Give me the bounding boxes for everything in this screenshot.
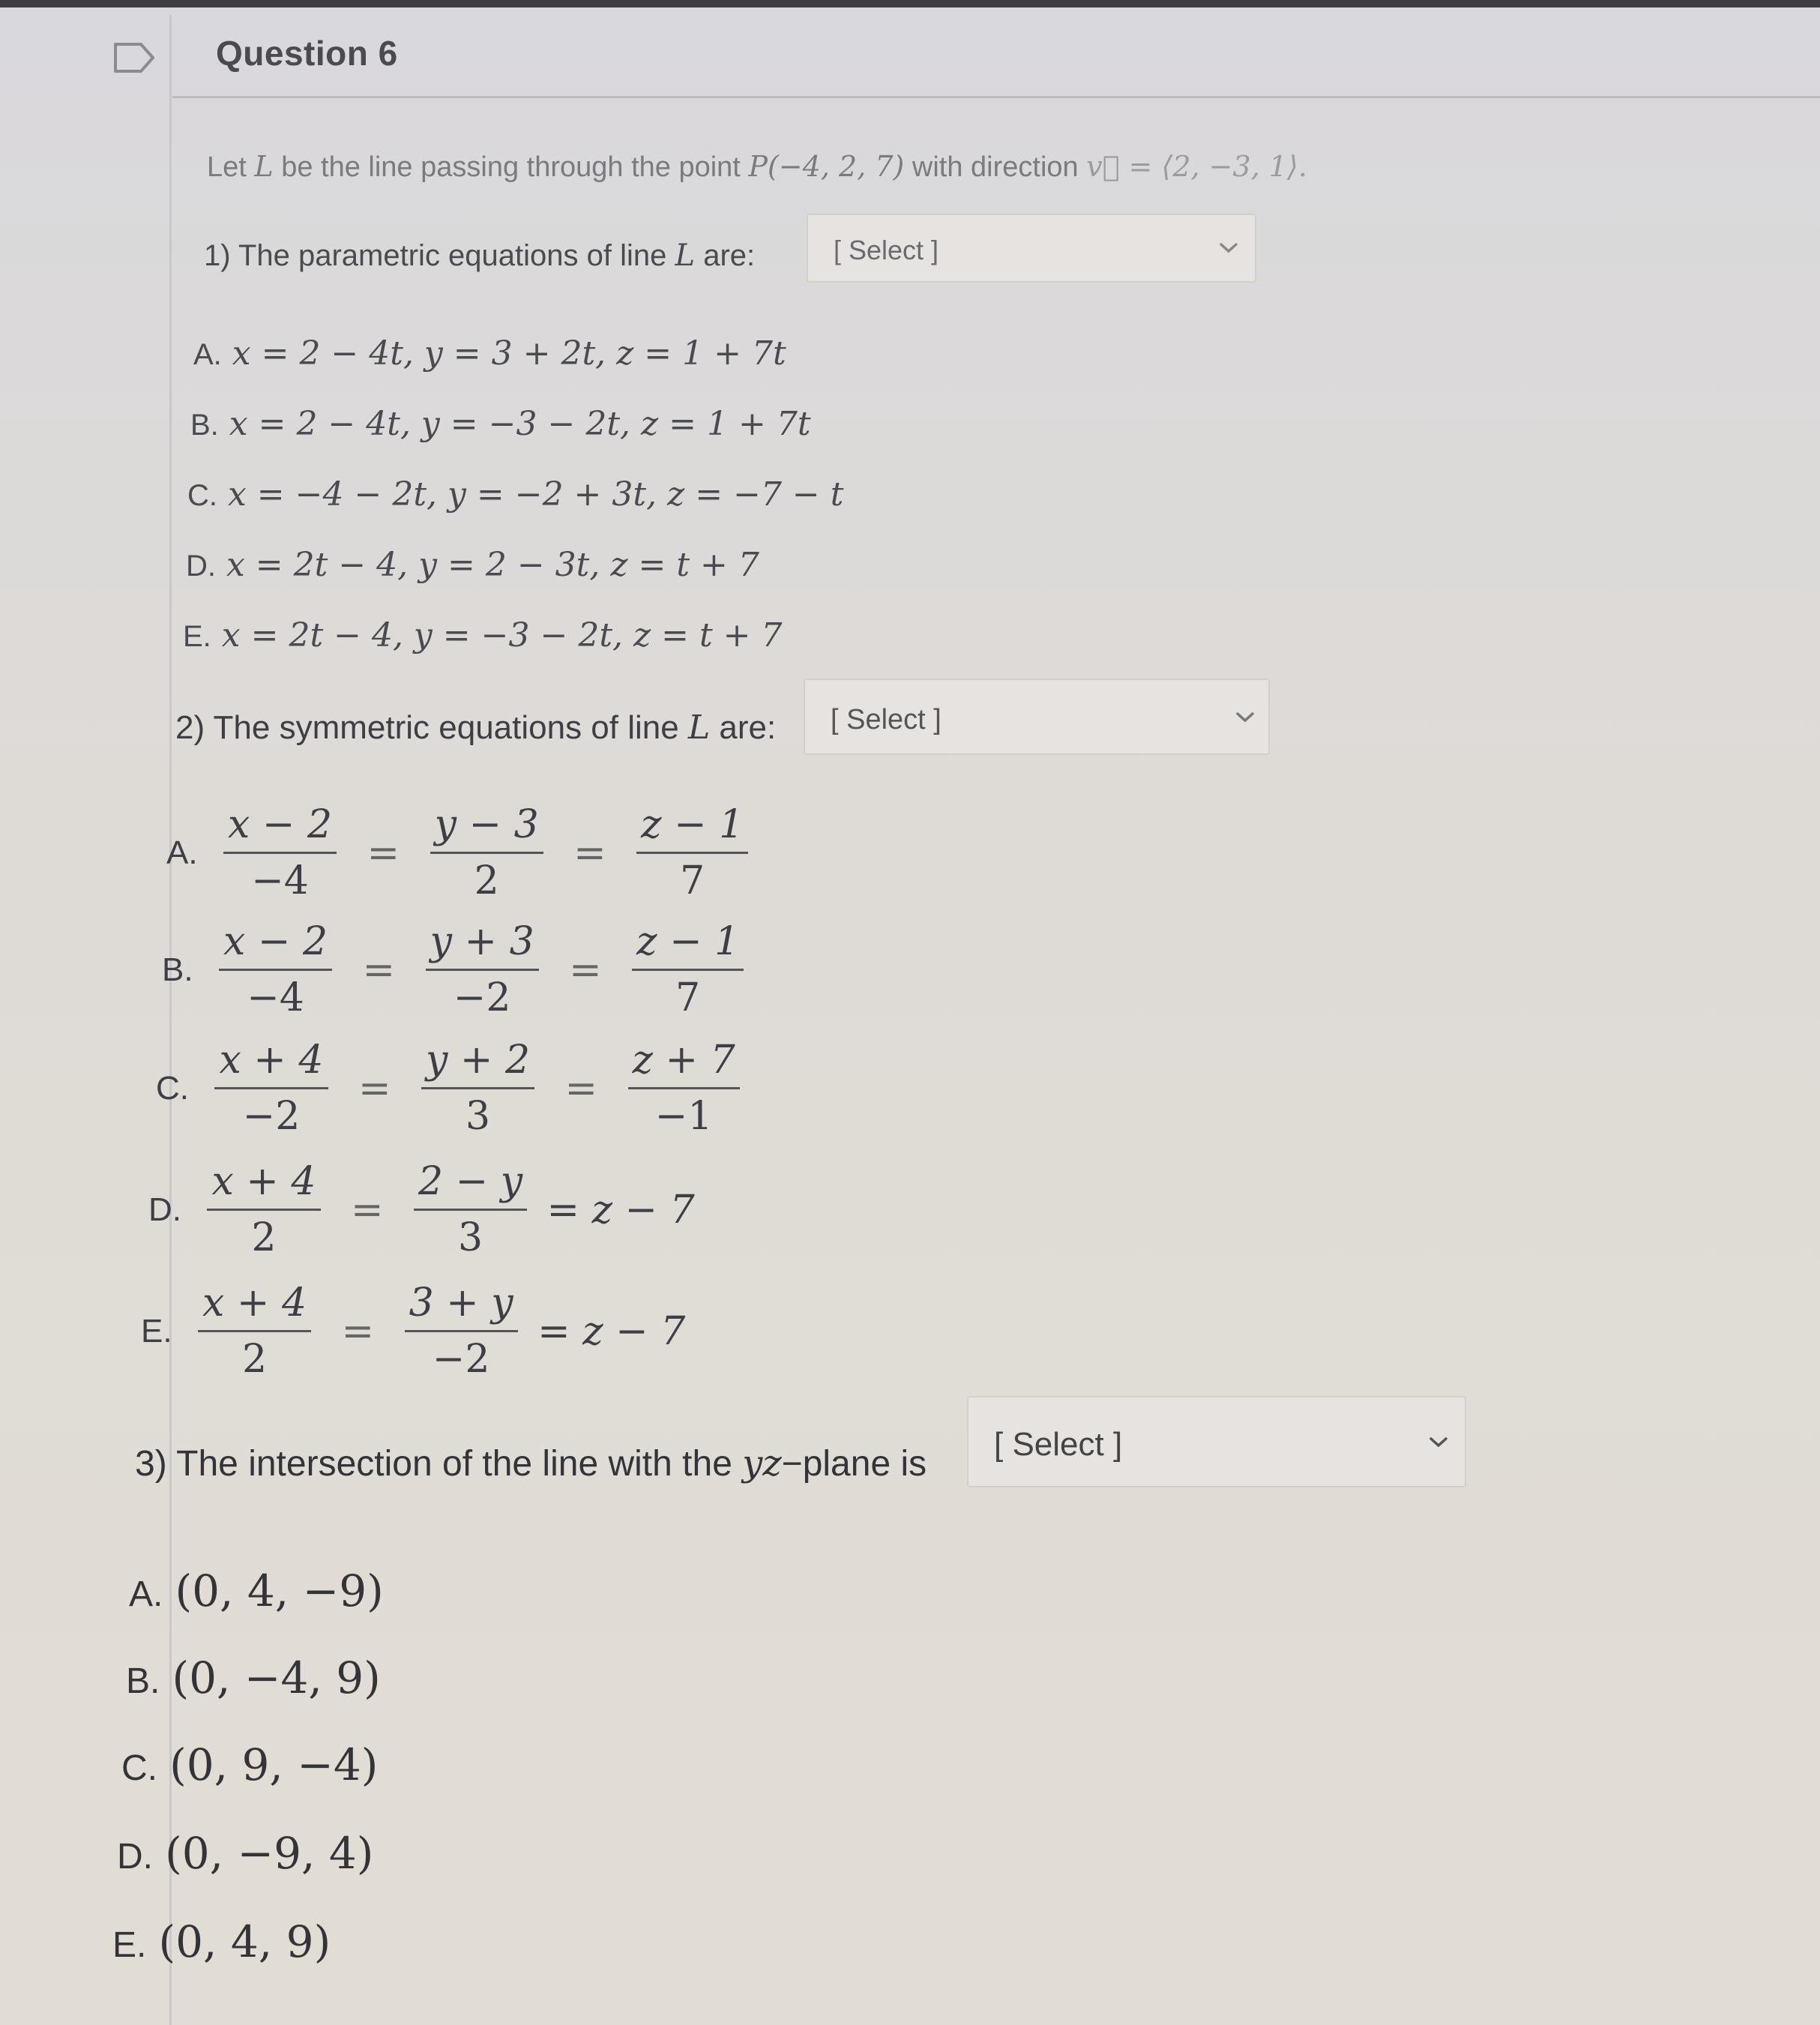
numerator: x + 4 bbox=[214, 1038, 328, 1089]
option-letter: E. bbox=[141, 1312, 172, 1350]
option-letter: E. bbox=[112, 1925, 147, 1965]
numerator: 3 + y bbox=[405, 1281, 518, 1332]
part2-select-label: [ Select ] bbox=[831, 704, 941, 735]
chevron-down-icon bbox=[1235, 711, 1255, 723]
part2-select[interactable] bbox=[804, 678, 1270, 755]
equals-sign: = bbox=[350, 1187, 384, 1233]
intro-point: P(−4, 2, 7) bbox=[748, 150, 905, 183]
option-letter: A. bbox=[166, 834, 198, 871]
numerator: y + 2 bbox=[421, 1038, 534, 1089]
part3-option-e[interactable] bbox=[112, 1916, 331, 1967]
screen-top-edge bbox=[0, 0, 1820, 7]
part3-prompt-suffix: −plane is bbox=[781, 1444, 927, 1484]
equation-tail: = z − 7 bbox=[546, 1187, 695, 1233]
denominator: −2 bbox=[432, 1337, 490, 1382]
fraction bbox=[405, 1281, 518, 1382]
fraction bbox=[430, 802, 543, 903]
part3-option-c[interactable] bbox=[121, 1739, 378, 1790]
numerator: x + 4 bbox=[207, 1159, 320, 1211]
part2-option-d[interactable] bbox=[148, 1159, 695, 1260]
option-text: (0, −9, 4) bbox=[165, 1828, 374, 1879]
fraction bbox=[426, 919, 539, 1020]
part3-prompt bbox=[135, 1442, 926, 1484]
option-letter: D. bbox=[186, 550, 216, 583]
numerator: y + 3 bbox=[426, 919, 539, 971]
part2-option-a[interactable] bbox=[166, 802, 757, 903]
numerator: y − 3 bbox=[430, 802, 543, 854]
fraction bbox=[632, 919, 744, 1020]
option-text: x = 2 − 4t, y = 3 + 2t, z = 1 + 7t bbox=[232, 334, 786, 373]
part2-prompt-suffix: are: bbox=[719, 709, 777, 746]
fraction bbox=[628, 1038, 740, 1139]
part2-option-c[interactable] bbox=[156, 1038, 749, 1139]
chevron-down-icon bbox=[1429, 1436, 1448, 1448]
intro-line-var: L bbox=[254, 150, 274, 183]
denominator: −2 bbox=[242, 1094, 301, 1139]
part1-prompt-suffix: are: bbox=[703, 239, 756, 272]
option-text: x = 2t − 4, y = −3 − 2t, z = t + 7 bbox=[221, 616, 783, 655]
option-letter: C. bbox=[156, 1069, 189, 1107]
numerator: x − 2 bbox=[223, 802, 337, 854]
numerator: 2 − y bbox=[414, 1159, 527, 1211]
part1-select[interactable] bbox=[807, 214, 1256, 283]
option-text: (0, 9, −4) bbox=[169, 1739, 379, 1790]
part2-option-e[interactable] bbox=[141, 1281, 685, 1382]
fraction bbox=[207, 1159, 320, 1260]
part2-prompt-prefix: 2) The symmetric equations of line bbox=[175, 709, 679, 746]
fraction bbox=[223, 802, 337, 903]
option-letter: B. bbox=[190, 409, 219, 442]
numerator: z + 7 bbox=[628, 1038, 740, 1089]
option-text: x = −4 − 2t, y = −2 + 3t, z = −7 − t bbox=[228, 475, 844, 514]
intro-prefix: Let bbox=[207, 151, 247, 183]
part1-option-d[interactable] bbox=[186, 546, 759, 584]
part2-prompt-var: L bbox=[687, 708, 711, 747]
intro-direction-vector: v⃗ = ⟨2, −3, 1⟩. bbox=[1086, 150, 1307, 183]
part2-option-b[interactable] bbox=[162, 919, 753, 1020]
numerator: z − 1 bbox=[632, 919, 744, 971]
fraction bbox=[219, 919, 332, 1020]
denominator: −1 bbox=[654, 1094, 713, 1139]
part3-option-b[interactable] bbox=[126, 1652, 381, 1703]
option-text: x = 2t − 4, y = 2 − 3t, z = t + 7 bbox=[226, 546, 759, 584]
option-letter: D. bbox=[117, 1837, 153, 1877]
part1-option-e[interactable] bbox=[183, 616, 783, 655]
denominator: 7 bbox=[680, 858, 705, 903]
chevron-down-icon bbox=[1219, 242, 1238, 254]
option-text: (0, 4, 9) bbox=[158, 1916, 331, 1967]
denominator: −2 bbox=[453, 975, 511, 1020]
question-title: Question 6 bbox=[216, 34, 398, 73]
fraction bbox=[214, 1038, 328, 1139]
denominator: 2 bbox=[474, 858, 499, 903]
denominator: 7 bbox=[675, 975, 701, 1020]
part1-option-a[interactable] bbox=[193, 334, 786, 373]
part2-prompt bbox=[175, 708, 776, 747]
option-letter: A. bbox=[193, 338, 222, 371]
question-header-divider bbox=[172, 96, 1820, 98]
part3-select-label: [ Select ] bbox=[994, 1426, 1123, 1463]
equation-tail: = z − 7 bbox=[537, 1308, 686, 1354]
option-letter: B. bbox=[162, 951, 193, 988]
part1-option-b[interactable] bbox=[190, 405, 811, 443]
denominator: 2 bbox=[242, 1337, 268, 1382]
fraction bbox=[414, 1159, 527, 1260]
equals-sign: = bbox=[362, 947, 396, 993]
part3-prompt-prefix: 3) The intersection of the line with the bbox=[135, 1444, 732, 1484]
flag-icon[interactable] bbox=[112, 41, 156, 74]
option-text: x = 2 − 4t, y = −3 − 2t, z = 1 + 7t bbox=[229, 405, 811, 443]
option-text: (0, −4, 9) bbox=[172, 1652, 381, 1703]
equals-sign: = bbox=[569, 947, 602, 993]
denominator: −4 bbox=[251, 858, 309, 903]
part3-prompt-var: yz bbox=[742, 1442, 782, 1484]
part3-option-a[interactable] bbox=[129, 1565, 384, 1616]
equals-sign: = bbox=[341, 1308, 375, 1354]
option-letter: C. bbox=[187, 479, 217, 512]
option-letter: B. bbox=[126, 1661, 160, 1701]
equals-sign: = bbox=[358, 1065, 391, 1111]
part3-option-d[interactable] bbox=[117, 1828, 373, 1879]
option-letter: E. bbox=[183, 620, 211, 653]
intro-mid: be the line passing through the point bbox=[281, 151, 741, 183]
part3-select[interactable] bbox=[967, 1396, 1466, 1487]
denominator: −4 bbox=[247, 975, 304, 1020]
denominator: 3 bbox=[457, 1215, 483, 1260]
option-letter: D. bbox=[148, 1191, 181, 1228]
fraction bbox=[636, 802, 748, 903]
part1-option-c[interactable] bbox=[187, 475, 843, 514]
intro-direction-text: with direction bbox=[911, 151, 1079, 183]
fraction bbox=[198, 1281, 311, 1382]
option-text: (0, 4, −9) bbox=[175, 1565, 384, 1616]
part1-select-label: [ Select ] bbox=[834, 235, 939, 265]
numerator: z − 1 bbox=[636, 802, 748, 854]
denominator: 2 bbox=[251, 1215, 277, 1260]
numerator: x − 2 bbox=[219, 919, 332, 971]
part1-prompt-var: L bbox=[675, 238, 696, 273]
equals-sign: = bbox=[564, 1065, 598, 1111]
equals-sign: = bbox=[573, 830, 606, 876]
denominator: 3 bbox=[465, 1094, 491, 1139]
option-letter: C. bbox=[121, 1748, 157, 1788]
question-intro bbox=[207, 150, 1307, 184]
part1-prompt-prefix: 1) The parametric equations of line bbox=[204, 239, 667, 272]
option-letter: A. bbox=[129, 1574, 163, 1614]
numerator: x + 4 bbox=[198, 1281, 311, 1332]
part1-prompt bbox=[204, 238, 755, 273]
equals-sign: = bbox=[367, 830, 400, 876]
fraction bbox=[421, 1038, 534, 1139]
